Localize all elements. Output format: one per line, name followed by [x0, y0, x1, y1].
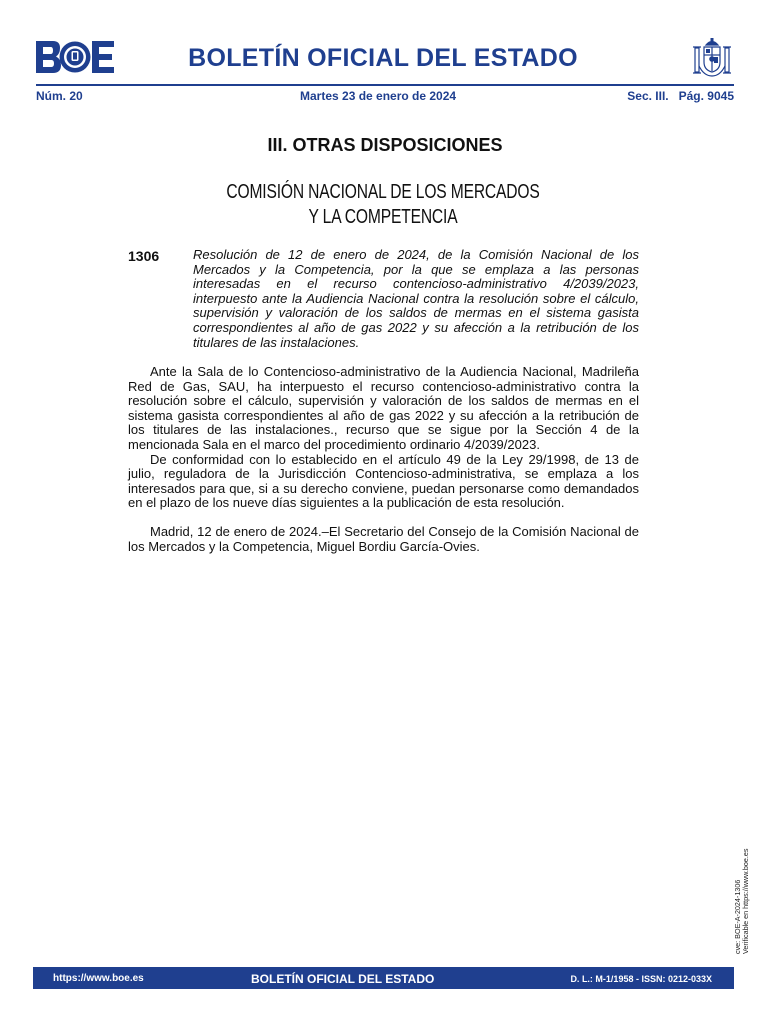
organization-line-2: Y LA COMPETENCIA: [308, 206, 458, 228]
header-title: BOLETÍN OFICIAL DEL ESTADO: [188, 44, 578, 72]
resolution-summary: Resolución de 12 de enero de 2024, de la Comisión Nacional de los Mercados y la Competencia, por la que se emplaza a las personas interesadas en el recurso contencioso-administrativo 4/2039/2023, interpuesto ante la Audiencia Nacional contra la resolución sobre el cálculo, supervisión y valoración de los saldos de mermas en el sistema gasista correspondientes al año de gas 2022 y su afección a la retribución de los titulares de las instalaciones.: [193, 247, 639, 350]
organization-name: [193, 180, 572, 230]
coat-of-arms-icon: [690, 36, 734, 80]
boe-logo: [36, 41, 114, 73]
section-page: Sec. III. Pág. 9045: [627, 89, 734, 103]
verify-text: Verificable en https://www.boe.es: [741, 848, 750, 954]
cve-text: cve: BOE-A-2024-1306: [733, 879, 742, 954]
body-paragraph-2: De conformidad con lo establecido en el artículo 49 de la Ley 29/1998, de 13 de julio, reguladora de la Jurisdicción Contencioso-administrativa, se emplaza a los interesados para que, si a su derecho conviene, puedan personarse como demandados en el plazo de los nueve días siguientes a la publicación de esta resolución.: [128, 451, 639, 511]
side-verification: [735, 826, 749, 954]
section-title: III. OTRAS DISPOSICIONES: [267, 135, 503, 155]
organization-line-1: COMISIÓN NACIONAL DE LOS MERCADOS: [226, 181, 540, 203]
document-body: [128, 365, 639, 554]
footer-legal-deposit: D. L.: M-1/1958 - ISSN: 0212-033X: [570, 974, 712, 984]
signature-paragraph: Madrid, 12 de enero de 2024.–El Secretario del Consejo de la Comisión Nacional de los Mercados y la Competencia, Miguel Bordiu García-Ovies.: [128, 523, 639, 554]
footer-title: BOLETÍN OFICIAL DEL ESTADO: [251, 972, 435, 986]
issue-number: Núm. 20: [36, 89, 83, 103]
issue-date: Martes 23 de enero de 2024: [300, 89, 457, 103]
body-paragraph-1: Ante la Sala de lo Contencioso-administrativo de la Audiencia Nacional, Madrileña Red de Gas, SAU, ha interpuesto el recurso contencioso-administrativo contra la resolución sobre el cálculo, supervisión y valoración de los saldos de mermas en el sistema gasista correspondientes al año de gas 2022 y su afección a la retribución de los titulares de las instalaciones., recurso que se sigue por la Sección 4 de la mencionada Sala en el marco del procedimiento ordinario 4/2039/2023.: [128, 364, 639, 452]
footer-bar: [33, 967, 734, 989]
footer-url-link[interactable]: https://www.boe.es: [53, 973, 144, 984]
resolution-number: 1306: [128, 248, 160, 264]
header-rule: [36, 84, 734, 86]
